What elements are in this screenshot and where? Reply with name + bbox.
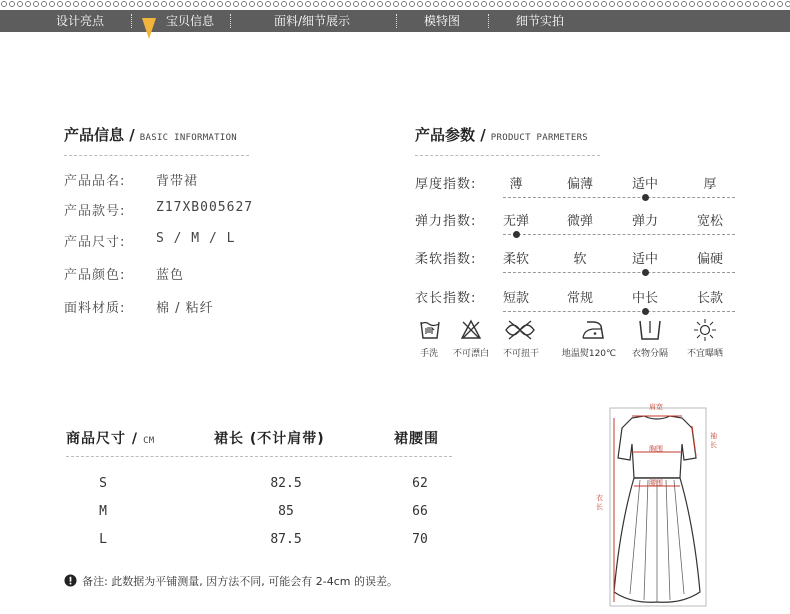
param-option: 适中 [631,252,658,267]
size-table-divider [66,456,452,457]
length-cell: 82.5 [270,476,302,491]
product-info-title: 产品信息 / [64,126,135,144]
size-head-unit: CM [143,436,155,446]
info-label-name: 产品品名: [64,174,126,189]
param-indicator [642,194,649,201]
nav-separator [131,14,132,28]
no-bleach-icon [459,318,483,342]
top-nav-bar [0,10,790,32]
param-option: 适中 [631,177,658,192]
nav-active-pointer [142,18,156,39]
product-info-subtitle: BASIC INFORMATION [139,133,238,143]
param-option: 偏薄 [566,177,593,192]
care-label: 衣物分隔 [631,349,668,359]
low-iron-icon [579,318,607,342]
info-label-material: 面料材质: [64,301,126,316]
nav-item-fabric-detail[interactable]: 面料/细节展示 [273,14,351,28]
dim-waist: 腰围 [649,479,663,487]
size-cell: L [99,532,107,547]
hand-wash-icon [419,318,441,342]
divider [64,155,249,156]
care-instructions [415,318,735,364]
product-params-heading [415,124,588,145]
param-option: 短款 [502,291,529,306]
info-value-material: 棉 / 粘纤 [156,301,214,316]
product-info-heading [64,124,237,145]
param-option: 柔软 [502,252,529,267]
info-value-name: 背带裙 [156,174,199,189]
param-option: 偏硬 [696,252,723,267]
nav-separator [230,14,231,28]
param-option: 长款 [696,291,723,306]
dim-shoulder: 肩宽 [649,403,663,411]
waist-cell: 70 [412,532,428,547]
no-sun-dry-icon [693,318,717,342]
nav-item-detail-photos[interactable]: 细节实拍 [515,14,564,28]
info-value-color: 蓝色 [156,268,185,283]
info-label-color: 产品颜色: [64,268,126,283]
waist-cell: 66 [412,504,428,519]
nav-item-product-info[interactable]: 宝贝信息 [165,14,214,28]
dim-sleeve: 袖长 [710,432,717,449]
divider [415,155,600,156]
param-option: 厚 [703,177,717,192]
info-label-style-no: 产品款号: [64,204,126,219]
warning-icon [64,574,77,587]
param-row-length [415,287,735,317]
info-value-size: S / M / L [156,231,236,246]
param-row-elasticity [415,210,735,240]
param-track [503,234,735,235]
size-head-label: 商品尺寸 / [66,431,138,447]
care-label: 地温熨120℃ [561,349,617,359]
nav-separator [396,14,397,28]
dress-outline [592,396,722,610]
param-indicator [642,308,649,315]
param-indicator [642,269,649,276]
care-label: 手洗 [419,349,438,359]
param-option: 弹力 [631,214,658,229]
nav-item-design[interactable]: 设计亮点 [55,14,104,28]
param-label: 柔软指数: [415,252,477,267]
param-option: 薄 [509,177,523,192]
nav-separator [488,14,489,28]
no-wring-icon [503,318,537,342]
separate-wash-icon [637,318,663,342]
info-label-size: 产品尺寸: [64,235,126,250]
dress-measurement-diagram [592,396,722,610]
info-value-style-no: Z17XB005627 [156,200,254,215]
length-cell: 85 [278,504,294,519]
param-option: 中长 [631,291,658,306]
size-note [64,570,398,589]
dim-chest: 胸围 [649,445,663,453]
param-track [503,311,735,312]
care-label: 不可扭干 [502,349,539,359]
param-label: 衣长指数: [415,291,477,306]
param-indicator [513,231,520,238]
nav-decorative-border [0,0,790,8]
size-cell: S [99,476,107,491]
care-label: 不可漂白 [452,349,489,359]
param-option: 常规 [566,291,593,306]
size-head-waist: 裙腰围 [394,431,439,447]
param-label: 厚度指数: [415,177,477,192]
length-cell: 87.5 [270,532,302,547]
param-row-softness [415,248,735,278]
size-head-length: 裙长 (不计肩带) [214,431,325,447]
product-params-subtitle: PRODUCT PARMETERS [490,133,589,143]
param-row-thickness [415,173,735,203]
size-table-head-size [66,428,155,448]
nav-item-model[interactable]: 模特图 [423,14,460,28]
care-label: 不宜曝晒 [686,349,723,359]
param-option: 微弹 [566,214,593,229]
param-track [503,272,735,273]
param-label: 弹力指数: [415,214,477,229]
note-text: 备注: 此数据为平铺测量, 因方法不同, 可能会有 2-4cm 的误差。 [82,575,399,588]
param-track [503,197,735,198]
waist-cell: 62 [412,476,428,491]
param-option: 软 [573,252,587,267]
size-cell: M [99,504,107,519]
param-option: 无弹 [502,214,529,229]
param-option: 宽松 [696,214,723,229]
product-params-title: 产品参数 / [415,126,486,144]
dim-length: 衣长 [596,494,603,511]
